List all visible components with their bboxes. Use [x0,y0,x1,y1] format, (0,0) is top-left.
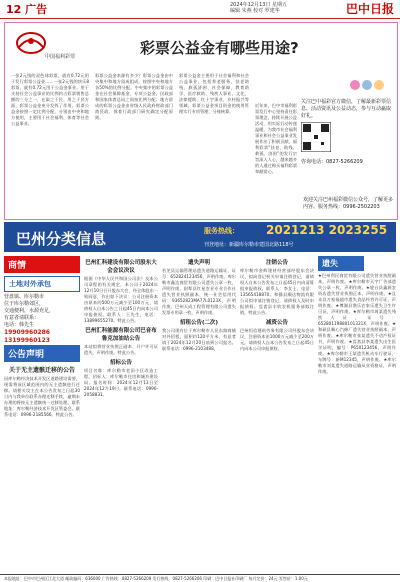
ad-paragraph-1: 一张2元钱的双色球彩票，就有0.72元用于发行彩票公益金……一张2元钱的快乐8彩票，就有0.72元用于公益金事业。用于支持社会公益事业的比例约占彩票销售总额的三分之一，在取之于民、用之于民方面，彩票公益金充分发挥了作用。彩票公益金按照一定比例分配，分别由中央和地方使用，主要用于社会福利、体育等社会公益事业。 [11,73,89,126]
lost-notices-header: 遗失 [318,256,364,271]
qr-code-icon [301,122,331,152]
notice-title: 关于无主遗骸迁移的公告 [8,367,75,374]
notice-header: 公告声明 [4,345,80,362]
classified-banner [4,222,396,252]
notice-title: 招标公告 [109,360,132,366]
sidebar-line: 有意者请联系： [4,315,40,321]
sidebar-line: 营盘镇、库尔勒市 [4,294,45,300]
banner-address: 刊登地址：新疆库尔勒市建国北路118号 [204,242,294,248]
land-lease-title: 土地对外承包 [4,276,80,292]
newspaper-masthead: 巴中日报 [345,2,394,16]
hotline-label: 服务热线： [204,227,239,235]
classified-column-4 [240,256,314,574]
qr-info-box [301,99,395,177]
notice-text: 若羌县运输管理站遗失道路运输证，证号：652824123456，声明作废。库尔勒市鑫达商贸有限公司遗失公章一枚，声明作废。尉犁县红星农业专业合作社遗失营业执照副本，统一社会信用代码：93652823MA77L0123X，声明作废。巴州天成工程管理有限公司遗失发票专用章一枚，声明作废。 [162,268,236,315]
business-sidebar [4,256,80,574]
ad-paragraph-4: 近年来，巴中市福利彩票发行中心坚持责任彩票理念，持续开展公益活动，用实际行动传递温暖，为我市社会福利事业和社会公益事业发展作出了积极贡献。福利彩票“扶老、助残、救孤、济困”的发行宗旨深入人心，越来越多的人通过购买福利彩票奉献爱心。 [255,103,297,174]
logo-caption: 中国福利彩票 [45,54,76,60]
notice-title: 遗失声明 [187,260,210,266]
notice-text: 我公司现有位于库尔勒市人民东路商铺对外招租，面积约120平方米，有意者请于2024年12月20日前到公司报名。联系电话：0996-2103488。 [162,328,236,351]
date-line: 2024年12月13日 星期五 编辑 朱燕 校对 罗建华 [230,2,288,14]
qr-phone: 咨询电话：0827-5266209 [301,159,363,165]
notice-text: 因库尔勒经济技术开发区道路建设需要，现需将该区域范围内的无主遗骸进行迁移。请相关坟主在本公告发布之日起30日内与我单位联系办理迁移手续，逾期未办理的将按无主遗骸统一迁移处理。联系地址：库尔勒经济技术开发区管委会。联系电话：0996-2185566。特此公告。 [4,376,80,417]
contact-phone: 13199960123 [4,337,50,344]
notice-text: 巴州恒信建筑劳务有限公司经股东会决议，注册资本由1000万元减少至200万元，请债权人自本公告发布之日起45日内向本公司申报债权。 [240,328,314,351]
notice-text: 本站拟将营业执照正副本、开户许可证遗失，声明作废。特此公告。 [84,344,158,355]
notice-title: 减资公告 [265,320,288,326]
page-footer: 本报地址：巴中市巴州区江北大道 邮政编码：636000 广告热线：0827-5266209 发行热线：0827-5266206 印刷：巴中日报社印刷厂 每月定价：24元 零售价：1.00元 [0,574,400,582]
contact-phone: 19909960286 [4,329,50,336]
notice-title: 巴州汇科建设有限公司股东大会会议决议 [85,260,157,274]
classified-title: 巴州分类信息 [16,230,107,248]
illustration-figures [255,77,395,97]
ad-paragraph-2: 彩票公益金来源有多少？彩票公益金由中央集中和地方留成组成，按照中央和地方各50%的比例分配。中央集中的彩票公益金在社会保障基金、专项公益金、民政部和国家体育总局之间按比例分配；地方留成的彩票公益金由省级人民政府财政部门商民政、体育行政部门研究确定分配原则。 [95,73,173,120]
ad-slogan: 欢迎关注巴州福彩微信公众号，了解更多内容。服务热线：0996-2502203 [303,197,394,210]
notice-text: 库尔勒市金辉建材经营部经股东会决议，拟向登记机关申请注销登记，请债权人自本公告发布之日起45日内向清算组申报债权。联系人：李女士，电话：13565418870。和静县顺达物流有限公司拟申请注销登记，请债权人及时申报债权。焉耆县丰收农机服务部拟注销，特此公告。 [240,268,314,315]
notice-text: 根据《中华人民共和国公司法》及本公司章程的有关规定，本公司于2024年12月10日召开股东大会，经全体股东一致同意，作出如下决议：公司注册资本由原来的500万元减少至100万元，请债权人自本公告之日起45日内向本公司申报债权。联系人：王先生，电话：13899655270。特此公告。 [84,276,158,323]
classified-column-2 [84,256,158,574]
qr-note: 关注巴中福彩官方微信，了解最新彩票信息、活动资讯及公益动态，参与互动赢取好礼。 [301,99,392,119]
sidebar-line: 交通便利，水源充足， [4,308,55,314]
hotline-number: 2021213 2023255 [266,223,388,237]
page-header [0,0,400,19]
ad-paragraph-3: 彩票公益金主要用于社会福利和社会公益事业，包括养老服务、扶老助残、救孤济困、社会保障、教育助学、医疗救助、残疾人事业、文化、法律援助、红十字事业、乡村振兴等领域。彩票公益金项目资金的使用管理实行专项管理、分账核算。 [179,73,249,114]
classified-column-3 [162,256,236,574]
notice-title: 注销公告 [265,260,288,266]
lottery-ad [4,22,398,220]
notice-title: 巴州汇科能源有限公司巴音布鲁克加油站公告 [85,328,157,342]
notice-title: 招租公告(二次) [179,320,219,326]
notice-text: 项目名称：库尔勒市老旧小区改造工程。招标人：库尔勒市住房和城乡建设局。报名时间：2024年12月13日至2024年12月19日。联系电话：0996-2058831。 [84,368,158,397]
lost-notices-text: ★巴州利民商贸有限公司遗失营业执照副本，声明作废。★库尔勒市天宇广告部遗失公章一枚，声明作废。★轮台县鑫源农资店遗失营业执照正本，声明作废。★且末县万家福超市遗失食品经营许可证，声明作废。★博湖县渔乐农家乐遗失卫生许可证，声明作废。★库尔勒市周某遗失残疾人证，证号：65280119880101321X，声明作废。★和硕县顺心汽修厂遗失营业执照副本，声明作废。★库尔勒市张某遗失不动产权证书，声明作废。★焉耆县李某遗失出生医学证明，编号：P650123456，声明作废。★库尔勒市王某遗失机动车行驶证，车牌号：新M12345，声明作废。★库尔勒市刘某遗失道路运输从业资格证，声明作废。 [318,273,396,374]
lost-notices-column [318,256,396,574]
business-header: 商情 [4,256,80,273]
page-number: 12 广告 [6,3,48,16]
sidebar-line: 位于库尔勒郊区， [4,301,45,307]
ad-title: 彩票公益金有哪些用途? [140,39,299,57]
sidebar-line: 电话：韩先生 [4,322,35,328]
